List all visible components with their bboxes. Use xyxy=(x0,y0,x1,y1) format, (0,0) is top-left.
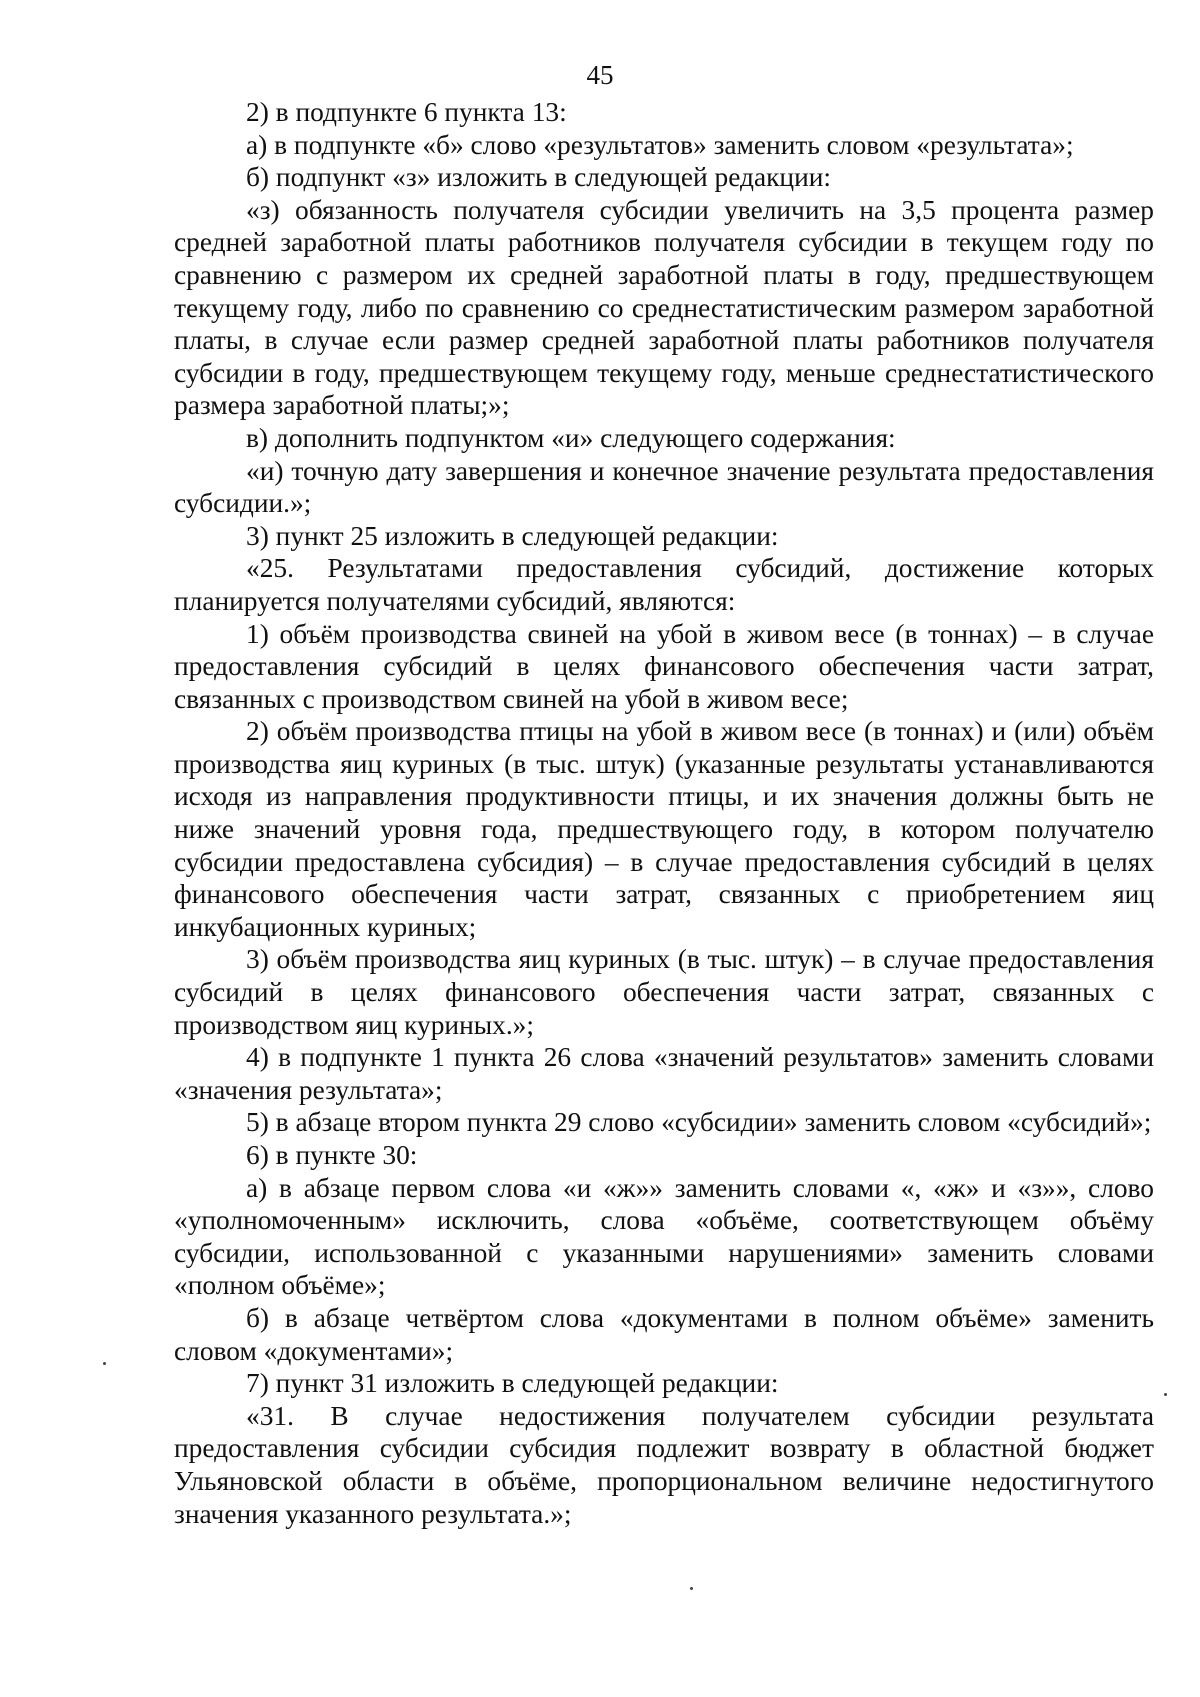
paragraph: «з) обязанность получателя субсидии увеличить на 3,5 процента размер средней заработной платы работников получателя субсидии в текущем году по сравнению с размером их средней заработной платы в году, предшествующем текущему году, либо по сравнению со среднестатистическим размером заработной платы, в случае если размер средней заработной платы работников получателя субсидии в году, предшествующем текущему году, меньше среднестатистического размера заработной платы;»; xyxy=(174,194,1154,421)
scan-speck xyxy=(690,1587,693,1590)
page-number: 45 xyxy=(586,60,614,90)
paragraph: 3) пункт 25 изложить в следующей редакции: xyxy=(246,520,779,551)
paragraph: а) в абзаце первом слова «и «ж»» заменить словами «, «ж» и «з»», слово «уполномоченным» исключить, слова «объёме, соответствующем объёму субсидии, использованной с указанными нарушениями» заменить словами «полном объёме»; xyxy=(174,1172,1154,1301)
paragraph: 6) в пункте 30: xyxy=(246,1140,418,1170)
paragraph: 5) в абзаце втором пункта 29 слово «субсидии» заменить словом «субсидий»; xyxy=(246,1107,1152,1138)
paragraph: 4) в подпункте 1 пункта 26 слова «значений результатов» заменить словами «значения результата»; xyxy=(174,1042,1154,1105)
paragraph: «25. Результатами предоставления субсидий, достижение которых планируется получателями субсидий, являются: xyxy=(174,553,1154,616)
paragraph: 7) пункт 31 изложить в следующей редакции: xyxy=(246,1368,779,1399)
paragraph: 1) объём производства свиней на убой в живом весе (в тоннах) – в случае предоставления субсидий в целях финансового обеспечения части затрат, связанных с производством свиней на убой в живом весе; xyxy=(174,618,1154,714)
paragraph: 2) объём производства птицы на убой в живом весе (в тоннах) и (или) объём производства яиц куриных (в тыс. штук) (указанные результаты устанавливаются исходя из направления продуктивности птицы, и их значения должны быть не ниже значений уровня года, предшествующего году, в котором получателю субсидии предоставлена субсидия) – в случае предоставления субсидий в целях финансового обеспечения части затрат, связанных с приобретением яиц инкубационных куриных; xyxy=(174,716,1154,942)
paragraph: б) подпункт «з» изложить в следующей редакции: xyxy=(246,162,832,193)
document-body xyxy=(174,96,1154,1530)
paragraph: б) в абзаце четвёртом слова «документами в полном объёме» заменить словом «документами»; xyxy=(174,1302,1154,1366)
paragraph: в) дополнить подпунктом «и» следующего содержания: xyxy=(246,422,896,453)
scan-speck xyxy=(1164,1393,1167,1396)
paragraph: 2) в подпункте 6 пункта 13: xyxy=(246,97,567,127)
paragraph: 3) объём производства яиц куриных (в тыс. штук) – в случае предоставления субсидий в целях финансового обеспечения части затрат, связанных с производством яиц куриных.»; xyxy=(174,944,1154,1040)
scan-speck xyxy=(103,1362,106,1365)
paragraph: «31. В случае недостижения получателем субсидии результата предоставления субсидии субсидия подлежит возврату в областной бюджет Ульяновской области в объёме, пропорциональном величине недостигнутого значения указанного результата.»; xyxy=(174,1400,1154,1529)
paragraph: «и) точную дату завершения и конечное значение результата предоставления субсидии.»; xyxy=(174,455,1154,519)
paragraph: а) в подпункте «б» слово «результатов» заменить словом «результата»; xyxy=(246,129,1074,160)
